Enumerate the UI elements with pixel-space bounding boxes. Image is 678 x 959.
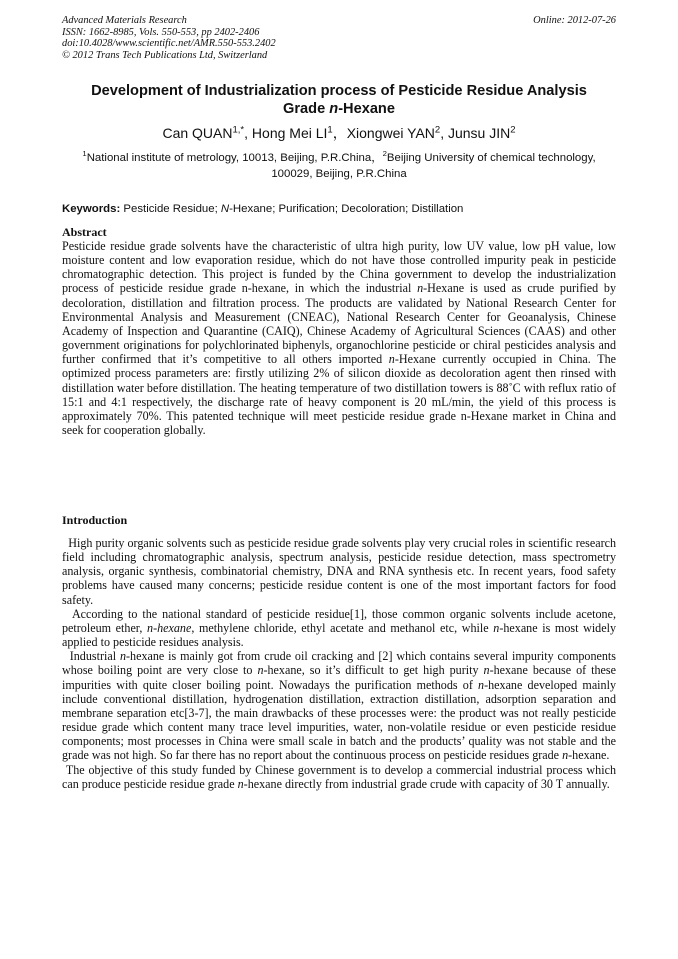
title-line-2-prefix: Grade	[283, 101, 330, 117]
title-italic-n: n	[329, 101, 339, 117]
intro-p2-text-b: , methylene chloride, ethyl acetate and methanol etc, while	[191, 620, 494, 635]
doi-line: doi:10.4028/www.scientific.net/AMR.550-553.2402	[62, 38, 276, 50]
intro-p3-italic-1: n	[119, 649, 126, 664]
intro-p3-text-b: -hexane is mainly got from crude oil cracking and [2] which contains several impurity components whose boiling point are very close to	[62, 649, 620, 678]
author-1-affil: 1,*	[232, 124, 245, 136]
intro-p3-text-f: -hexane.	[568, 748, 610, 763]
intro-p2-italic-2: n	[493, 620, 500, 635]
intro-p2-text-a: According to the national standard of pesticide residue[1], those common organic solvents include acetone, petroleum ether,	[62, 606, 620, 635]
title-line-1: Development of Industrialization process of Pesticide Residue Analysis	[91, 83, 587, 99]
abstract-italic-n-1: n	[417, 281, 424, 296]
intro-p4-text-a: The objective of this study funded by Chinese government is to develop a commercial industrial process which can produce pesticide residue grade	[62, 762, 620, 791]
author-4: , Junsu JIN	[440, 125, 511, 141]
intro-p3-italic-5: n	[562, 748, 569, 763]
intro-p3-text-a: Industrial	[62, 649, 120, 664]
author-1: Can QUAN	[162, 125, 233, 141]
author-3-affil: 2	[434, 124, 441, 136]
paper-title	[62, 82, 616, 118]
keywords-italic-n: N	[220, 203, 230, 215]
intro-p4-italic-1: n	[237, 776, 244, 791]
introduction-heading: Introduction	[62, 513, 128, 527]
abstract-text-1: Pesticide residue grade solvents have the characteristic of ultra high purity, low UV value, low pH value, low moisture content and low evaporation residue, which do not have those controlled impurity peak in pesticide chromatographic detection. This project is funded by the China government to develop the industrialization process of pesticide residue grade n-hexane, in which the industrial	[62, 239, 616, 296]
online-date: Online: 2012-07-26	[533, 15, 616, 26]
affil-1-text: National institute of metrology, 10013, Beijing, P.R.China，	[86, 152, 383, 164]
intro-paragraph-4	[62, 762, 620, 791]
journal-name: Advanced Materials Research	[62, 15, 187, 26]
author-3: ，Xiongwei YAN	[332, 125, 435, 141]
intro-paragraph-2	[62, 606, 620, 650]
author-2: , Hong Mei LI	[244, 125, 328, 141]
author-list	[62, 124, 616, 142]
intro-p3-italic-2: n	[257, 663, 264, 678]
copyright-line: © 2012 Trans Tech Publications Ltd, Switzerland	[62, 49, 268, 61]
abstract-text-3: -Hexane currently occupied in China. The optimized process parameters are: firstly utilizing 2% of silicon dioxide as decoloration agent then rinsed with distillation water before distillation. The heating temperature of two distillation towers is 88˚C with reflux ratio of 15:1 and 4:1 respectively, the discharge rate of heavy component is 20 mL/min, the yield of this process is approximately 70%. This patented technique will meet pesticide residue grade n-Hexane market in China and seek for cooperation globally.	[62, 352, 616, 438]
author-4-affil: 2	[510, 124, 516, 136]
journal-header	[62, 15, 276, 61]
affil-2-text: Beijing University of chemical technology, 100029, Beijing, P.R.China	[271, 152, 596, 180]
intro-p2-italic-1: n-hexane	[147, 620, 192, 635]
intro-p4-text-b: -hexane directly from industrial grade crude with capacity of 30 T annually.	[243, 776, 610, 791]
abstract-italic-n-2: n	[388, 352, 395, 367]
affiliations	[62, 150, 616, 182]
intro-p3-text-e: -hexane developed mainly include conventional distillation, hydrogenation distillation, extraction distillation, adsorption separation and membrane separation etc[3-7], the main drawbacks of these processes were: the product was not really pesticide residue grade which content many trace level impurities, water, non-volatile residue or even pesticide residue components; most processes in China were small scale in batch and the products’ quality was not stable and the grade was not high. So far there has no report about the continuous process on pesticide residues grade	[62, 677, 620, 763]
keywords-label: Keywords:	[62, 203, 121, 215]
intro-paragraph-3	[62, 649, 620, 763]
intro-p3-text-c: -hexane, so it’s difficult to get high purity	[263, 663, 484, 678]
intro-p3-italic-4: n	[478, 677, 485, 692]
intro-p3-italic-3: n	[483, 663, 490, 678]
abstract-text-2: -Hexane is used as crude purified by decoloration, distillation and filtration process. The products are validated by National Research Center for Environmental Analysis and Measurement (CNEAC), National Research Center for Geoanalysis, Chinese Academy of Inspection and Quarantine (CAIQ), Chinese Academy of Agricultural Sciences (CAAS) and other government originations for polychlorinated biphenyls, organochlorine pesticide or chiral pesticides analysis and further confirmed that it’s competitive to all others imported	[62, 281, 616, 367]
keywords-part-1: Pesticide Residue;	[120, 203, 221, 215]
introduction-body	[62, 536, 620, 791]
title-line-2-suffix: -Hexane	[338, 101, 395, 117]
affil-1-marker: 1	[82, 149, 87, 159]
issn-line: ISSN: 1662-8985, Vols. 550-553, pp 2402-2406	[62, 26, 260, 38]
keywords-line	[62, 202, 616, 217]
intro-paragraph-1: High purity organic solvents such as pesticide residue grade solvents play very crucial roles in scientific research field including chromatographic analysis, spectrum analysis, pesticide residue detection, mass spectrometry analysis, organic synthesis, combinatorial chemistry, DNA and RNA synthesis etc. In recent years, food safety problems have caused many concerns; pesticide residue content is one of the most important factors for food safety.	[62, 536, 620, 607]
intro-p2-text-c: -hexane is most widely applied to pesticide residues analysis.	[62, 620, 620, 650]
author-2-affil: 1	[327, 124, 333, 136]
abstract-body	[62, 239, 616, 437]
intro-p3-text-d: -hexane because of these impurities with quite closer boiling point. Nowadays the purification methods of	[62, 663, 620, 692]
keywords-part-2: -Hexane; Purification; Decoloration; Distillation	[229, 203, 464, 215]
affil-2-marker: 2	[382, 149, 387, 159]
abstract-heading: Abstract	[62, 225, 107, 239]
